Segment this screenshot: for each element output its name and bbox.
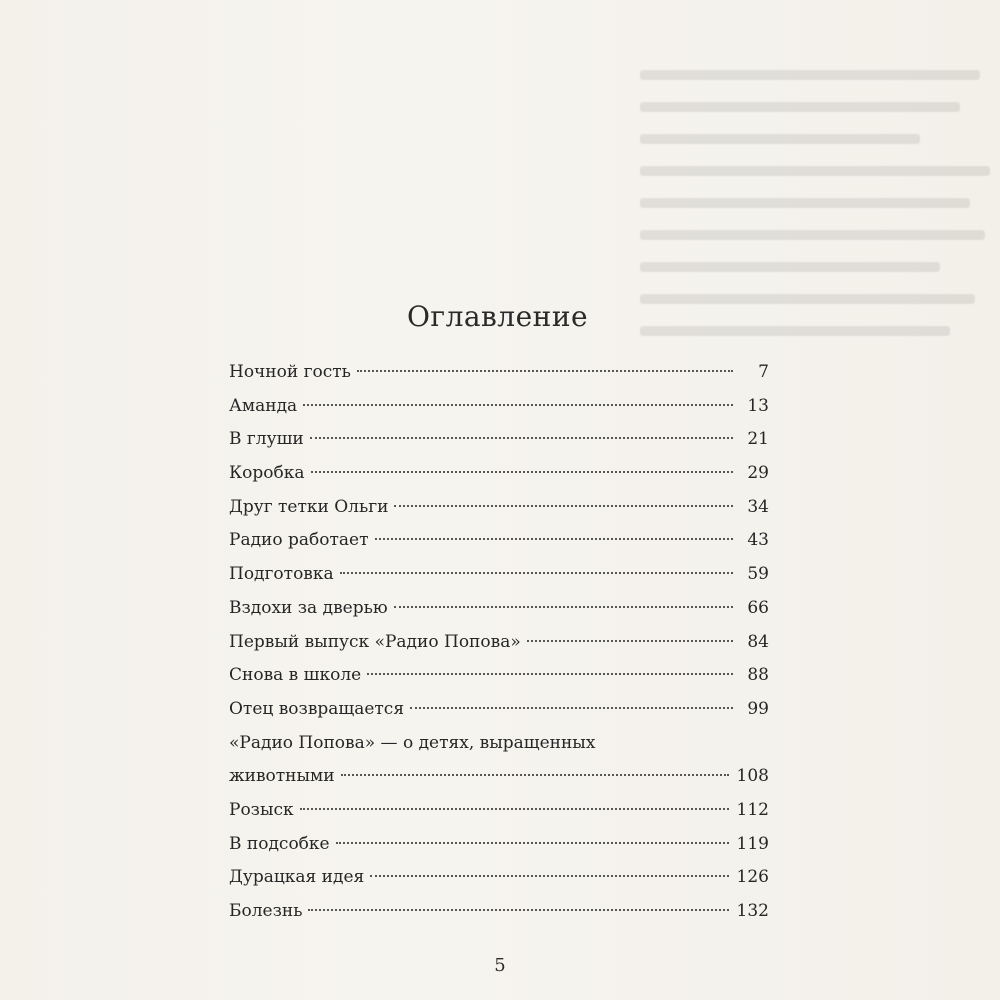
toc-entry-page: 84 bbox=[747, 631, 769, 652]
toc-entry-page: 132 bbox=[736, 901, 769, 921]
toc-entry bbox=[229, 562, 769, 596]
toc-entry-label: В глуши bbox=[229, 429, 304, 450]
toc-entry-label: Розыск bbox=[229, 799, 294, 820]
toc-entry-first-line bbox=[229, 731, 769, 765]
toc-entry-page: 59 bbox=[747, 564, 769, 585]
toc-entry bbox=[229, 495, 769, 529]
toc-entry-label: В подсобке bbox=[229, 833, 330, 854]
toc-entry-label: Вздохи за дверью bbox=[229, 597, 388, 618]
toc-leader-dots bbox=[300, 808, 729, 810]
page-title: Оглавление bbox=[406, 300, 589, 333]
toc-entry-label: Первый выпуск «Радио Попова» bbox=[229, 631, 521, 652]
toc-entry-label: Отец возвращается bbox=[229, 698, 405, 719]
toc-entry bbox=[229, 360, 769, 394]
toc-leader-dots bbox=[527, 640, 733, 642]
toc-entry bbox=[229, 832, 769, 866]
toc-leader-dots bbox=[340, 572, 733, 574]
toc-entry-page: 13 bbox=[747, 395, 769, 416]
toc-entry bbox=[229, 865, 769, 899]
toc-leader-dots bbox=[336, 842, 729, 844]
toc-leader-dots bbox=[394, 606, 733, 608]
toc-entry-label: Аманда bbox=[229, 395, 298, 416]
toc-entry-page: 21 bbox=[747, 429, 769, 450]
toc-entry-page: 88 bbox=[747, 665, 769, 686]
toc-entry-label: Ночной гость bbox=[229, 362, 351, 382]
toc-leader-dots bbox=[311, 471, 733, 473]
toc-entry-page: 108 bbox=[736, 766, 769, 787]
toc-entry bbox=[229, 899, 769, 933]
toc-leader-dots bbox=[310, 437, 733, 439]
toc-entry-label: Коробка bbox=[229, 463, 305, 484]
toc-entry-page: 112 bbox=[736, 799, 769, 820]
toc-entry-label-line2: животными bbox=[229, 766, 335, 787]
toc-entry-page: 7 bbox=[758, 362, 769, 382]
toc-entry-label: Дурацкая идея bbox=[229, 867, 365, 888]
toc-entry-label: Друг тетки Ольги bbox=[229, 496, 389, 517]
toc-entry-page: 43 bbox=[747, 530, 769, 551]
toc-leader-dots bbox=[308, 909, 728, 911]
toc-leader-dots bbox=[357, 370, 733, 372]
toc-entry-page: 99 bbox=[747, 698, 769, 719]
toc-entry bbox=[229, 798, 769, 832]
toc-leader-dots bbox=[370, 875, 728, 877]
toc-leader-dots bbox=[375, 538, 733, 540]
toc-entry-page: 29 bbox=[747, 463, 769, 484]
toc-entry bbox=[229, 461, 769, 495]
toc-entry bbox=[229, 528, 769, 562]
toc-entry-page: 34 bbox=[747, 496, 769, 517]
toc-entry bbox=[229, 764, 769, 798]
toc-entry bbox=[229, 630, 769, 664]
toc-leader-dots bbox=[341, 774, 729, 776]
toc-entry-label: Подготовка bbox=[229, 564, 334, 585]
toc-entry bbox=[229, 697, 769, 731]
page-number: 5 bbox=[494, 955, 506, 976]
toc-entry-page: 119 bbox=[736, 833, 769, 854]
toc-entry-page: 66 bbox=[747, 597, 769, 618]
toc-entry bbox=[229, 596, 769, 630]
table-of-contents bbox=[229, 360, 769, 933]
toc-entry-page: 126 bbox=[736, 867, 769, 888]
toc-leader-dots bbox=[394, 505, 733, 507]
toc-leader-dots bbox=[303, 404, 733, 406]
toc-entry bbox=[229, 427, 769, 461]
toc-entry-label-line1: «Радио Попова» — о детях, выращенных bbox=[229, 732, 596, 753]
toc-entry-label: Болезнь bbox=[229, 901, 303, 921]
toc-entry bbox=[229, 663, 769, 697]
toc-leader-dots bbox=[367, 673, 733, 675]
toc-leader-dots bbox=[410, 707, 733, 709]
toc-entry-label: Радио работает bbox=[229, 530, 369, 551]
toc-entry-label: Снова в школе bbox=[229, 665, 362, 686]
toc-entry bbox=[229, 394, 769, 428]
